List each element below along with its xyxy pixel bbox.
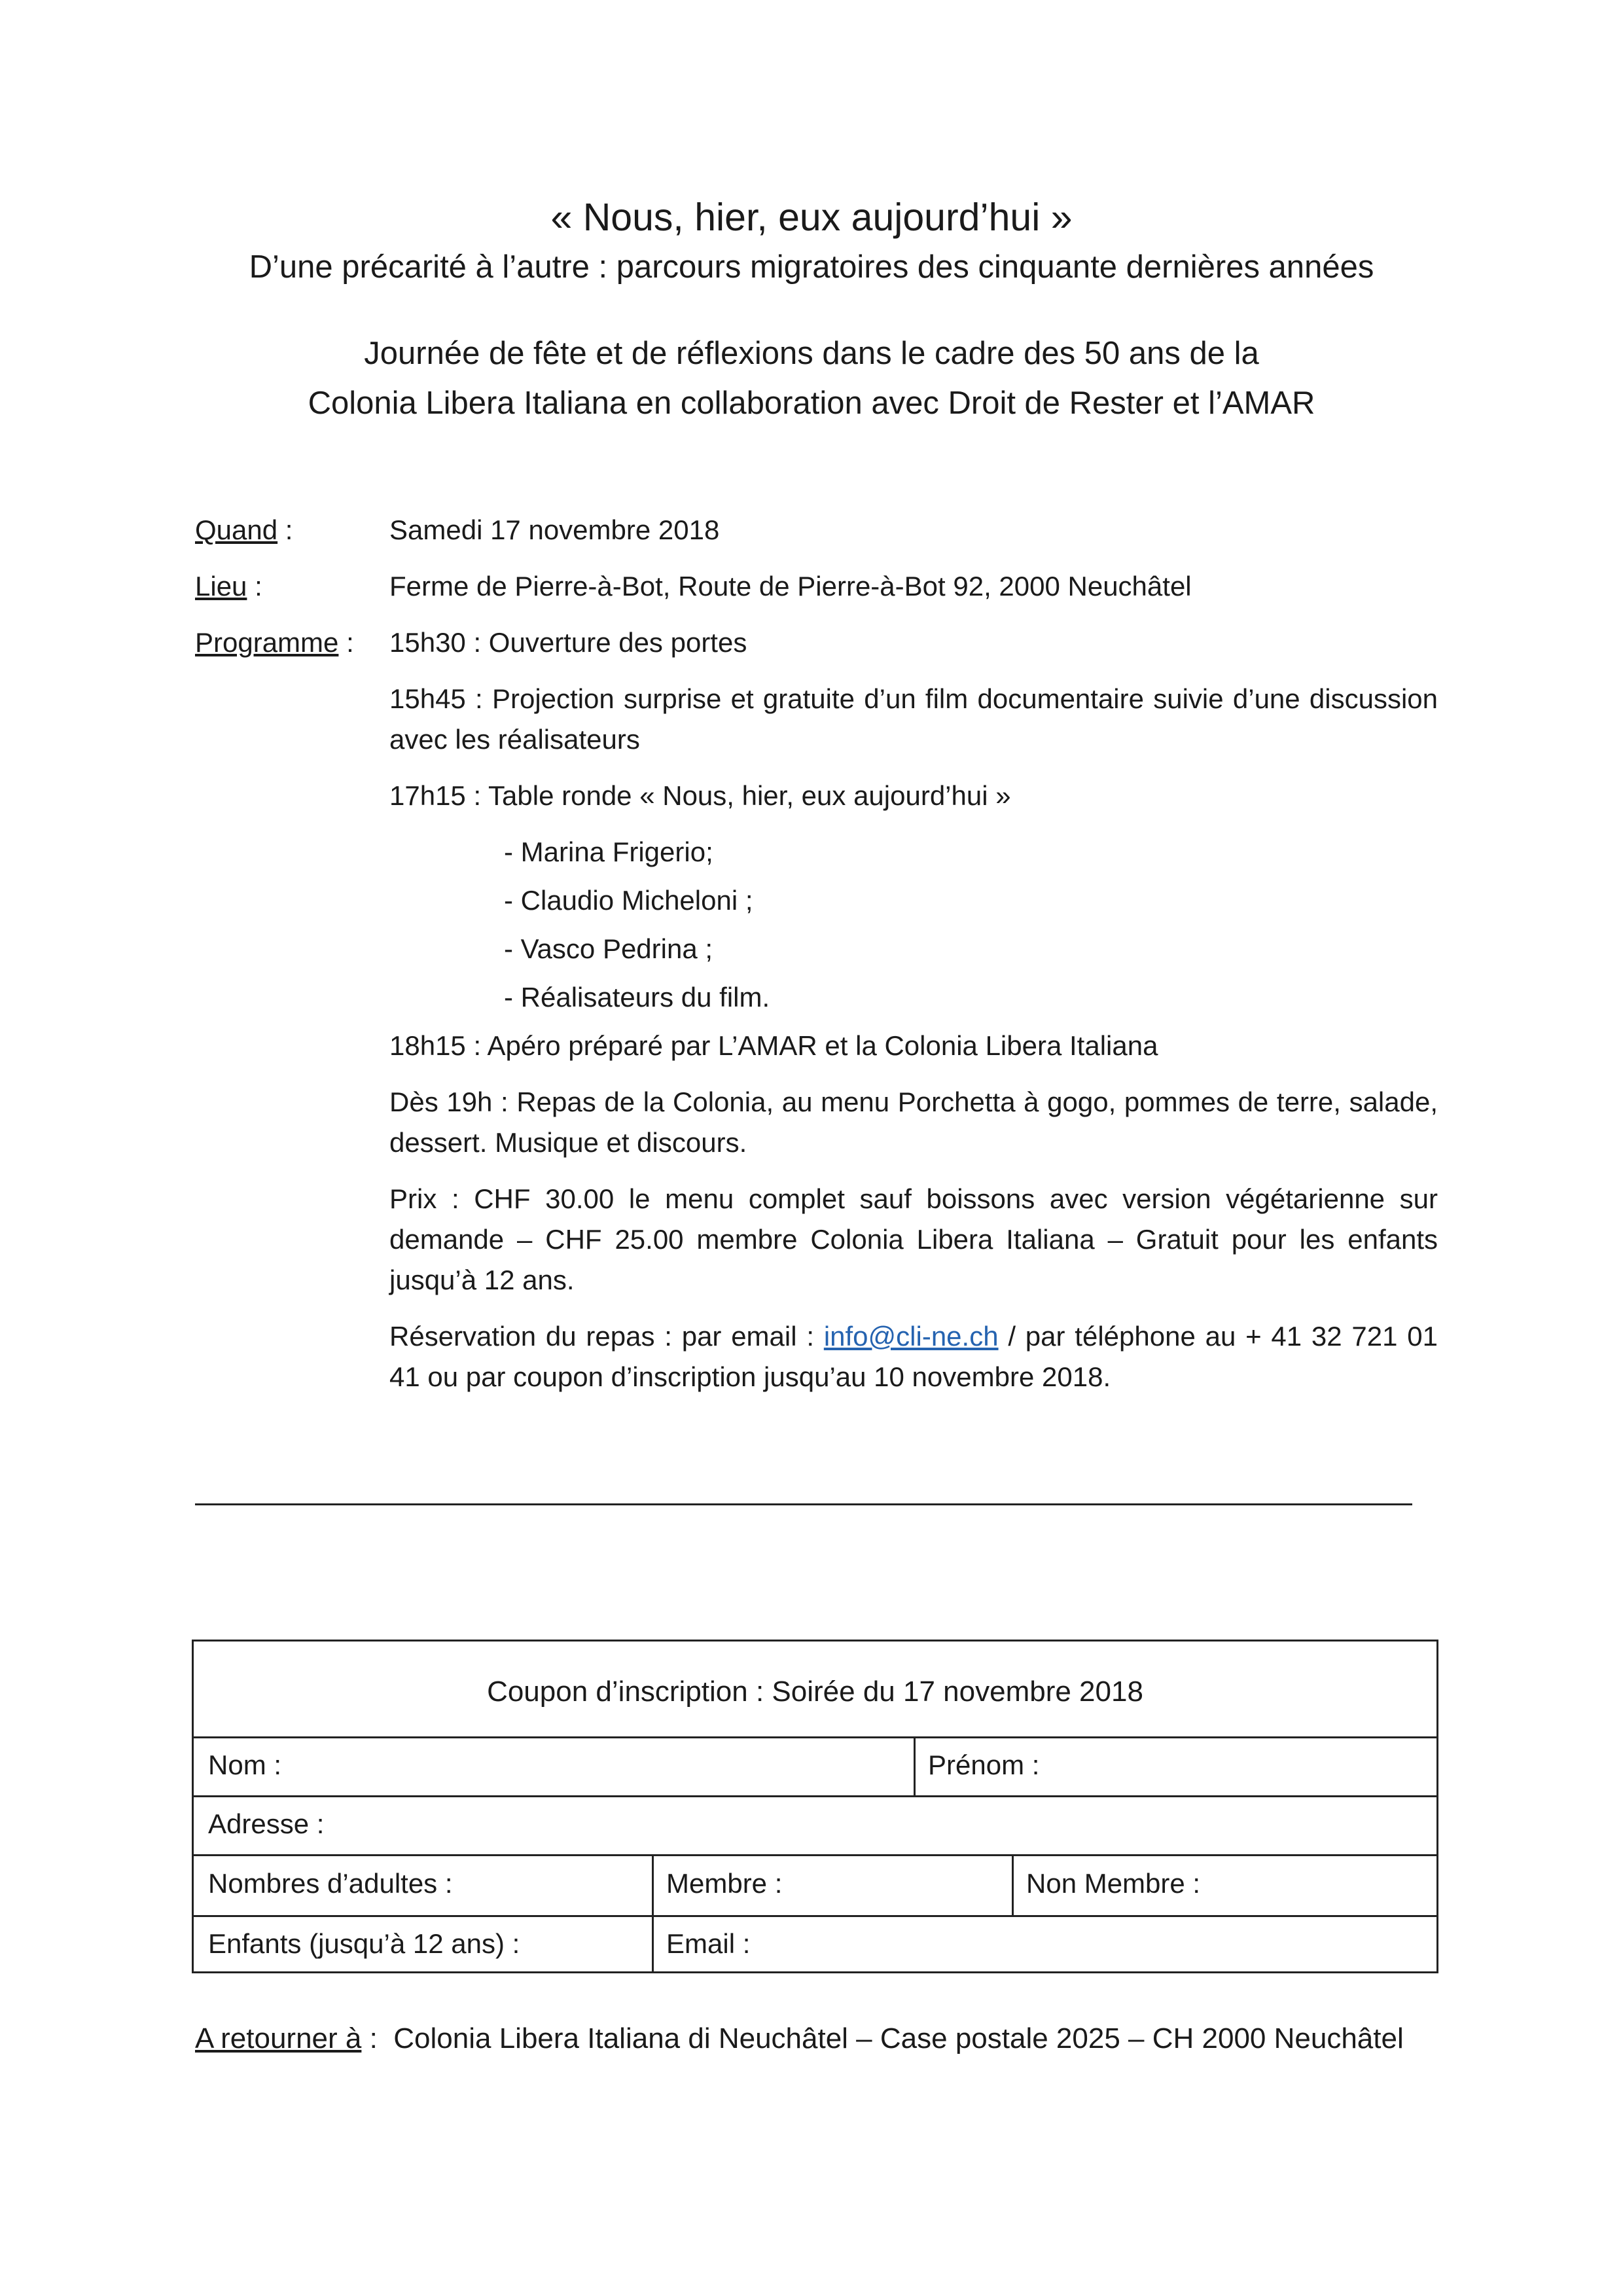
children-field[interactable]: Enfants (jusqu’à 12 ans) :: [208, 1928, 520, 1959]
quand-label: [195, 510, 293, 550]
reservation-label: Réservation du repas :: [389, 1321, 672, 1352]
programme-label-text: Programme: [195, 627, 339, 658]
coupon-divider: [194, 1854, 1436, 1856]
return-label: A retourner à: [195, 2022, 362, 2054]
prix-paragraph: [389, 1179, 1438, 1300]
member-field[interactable]: Membre :: [666, 1868, 783, 1899]
reservation-text-1: par email :: [671, 1321, 824, 1352]
time-1715: 17h15: [389, 780, 466, 811]
org-colonia: Colonia Libera Italiana: [308, 386, 628, 421]
programme-label: [195, 622, 354, 663]
lieu-label-sep: :: [247, 571, 262, 601]
coupon-title: Coupon d’inscription : Soirée du 17 novembre 2018: [487, 1676, 1143, 1708]
reservation-end: .: [1103, 1361, 1111, 1392]
time-1530: 15h30: [389, 627, 466, 658]
lieu-label-text: Lieu: [195, 571, 247, 601]
document-title: « Nous, hier, eux aujourd’hui »: [550, 196, 1073, 239]
lieu-label: [195, 566, 262, 607]
intro-amar: et l’AMAR: [1164, 386, 1315, 421]
coupon-divider: [194, 1795, 1436, 1797]
email-link[interactable]: info@cli-ne.ch: [823, 1321, 999, 1352]
return-sep: :: [361, 2022, 394, 2054]
text-1815: : Apéro préparé par L’AMAR et la Colonia Libera Italiana: [465, 1030, 1158, 1061]
reservation-deadline: 10 novembre 2018: [874, 1361, 1103, 1392]
lieu-value: Ferme de Pierre-à-Bot, Route de Pierre-à-Bot 92, 2000 Neuchâtel: [389, 571, 1192, 601]
coupon-divider: [914, 1736, 916, 1795]
intro-line-2: [0, 385, 1623, 422]
adults-count-field[interactable]: Nombres d’adultes :: [208, 1868, 453, 1899]
programme-label-sep: :: [338, 627, 354, 658]
text-1545: : Projection surprise et gratuite d’un film documentaire suivie d’une discussion avec les réalisateurs: [389, 683, 1438, 755]
time-1815: 18h15: [389, 1030, 466, 1061]
time-19h: Dès 19h: [389, 1086, 493, 1117]
org-droit-de-rester: Droit de Rester: [948, 386, 1164, 421]
registration-coupon: [192, 1640, 1438, 1973]
email-field[interactable]: Email :: [666, 1928, 751, 1959]
text-19h: : Repas de la Colonia, au menu Porchetta à gogo, pommes de terre, salade, dessert. Musique et discours.: [389, 1086, 1438, 1158]
intro-line-1: Journée de fête et de réflexions dans le cadre des 50 ans de la: [364, 336, 1259, 371]
time-1545: 15h45: [389, 683, 466, 714]
coupon-divider: [194, 1736, 1436, 1738]
programme-item-1715: [389, 776, 1011, 816]
coupon-divider: [194, 1915, 1436, 1917]
text-1715: : Table ronde « Nous, hier, eux aujourd’hui »: [465, 780, 1011, 811]
panelist-item: - Réalisateurs du film.: [504, 982, 770, 1013]
return-address-text: Colonia Libera Italiana di Neuchâtel – Case postale 2025 – CH 2000 Neuchâtel: [393, 2022, 1404, 2054]
quand-label-sep: :: [277, 514, 293, 545]
programme-item-1545: [389, 679, 1438, 760]
reservation-text-2: / par téléphone au + 41 32 721 01 41 ou par coupon d’inscription jusqu’au: [389, 1321, 1438, 1392]
non-member-field[interactable]: Non Membre :: [1026, 1868, 1201, 1899]
text-1530: : Ouverture des portes: [465, 627, 747, 658]
document-subtitle: D’une précarité à l’autre : parcours migratoires des cinquante dernières années: [249, 249, 1374, 285]
coupon-divider: [652, 1854, 654, 1973]
reservation-paragraph: [389, 1316, 1438, 1397]
coupon-divider: [1012, 1854, 1014, 1915]
return-address: [195, 2022, 1404, 2055]
prix-label: Prix :: [389, 1183, 459, 1214]
cut-line: [195, 1503, 1412, 1505]
panelist-item: - Marina Frigerio;: [504, 836, 713, 867]
programme-item-19h: [389, 1082, 1438, 1163]
adresse-field[interactable]: Adresse :: [208, 1808, 325, 1839]
prenom-field[interactable]: Prénom :: [928, 1749, 1040, 1780]
programme-item-1530: [389, 622, 747, 663]
nom-field[interactable]: Nom :: [208, 1749, 282, 1780]
panelist-item: - Claudio Micheloni ;: [504, 885, 753, 916]
quand-label-text: Quand: [195, 514, 278, 545]
prix-text: CHF 30.00 le menu complet sauf boissons avec version végétarienne sur demande – CHF 25.00 membre Colonia Libera Italiana – Gratuit pour les enfants jusqu’à 12 ans.: [389, 1183, 1438, 1295]
panelist-item: - Vasco Pedrina ;: [504, 933, 713, 964]
programme-item-1815: [389, 1026, 1158, 1066]
quand-value: Samedi 17 novembre 2018: [389, 514, 720, 545]
intro-connector: en collaboration avec: [627, 386, 948, 421]
